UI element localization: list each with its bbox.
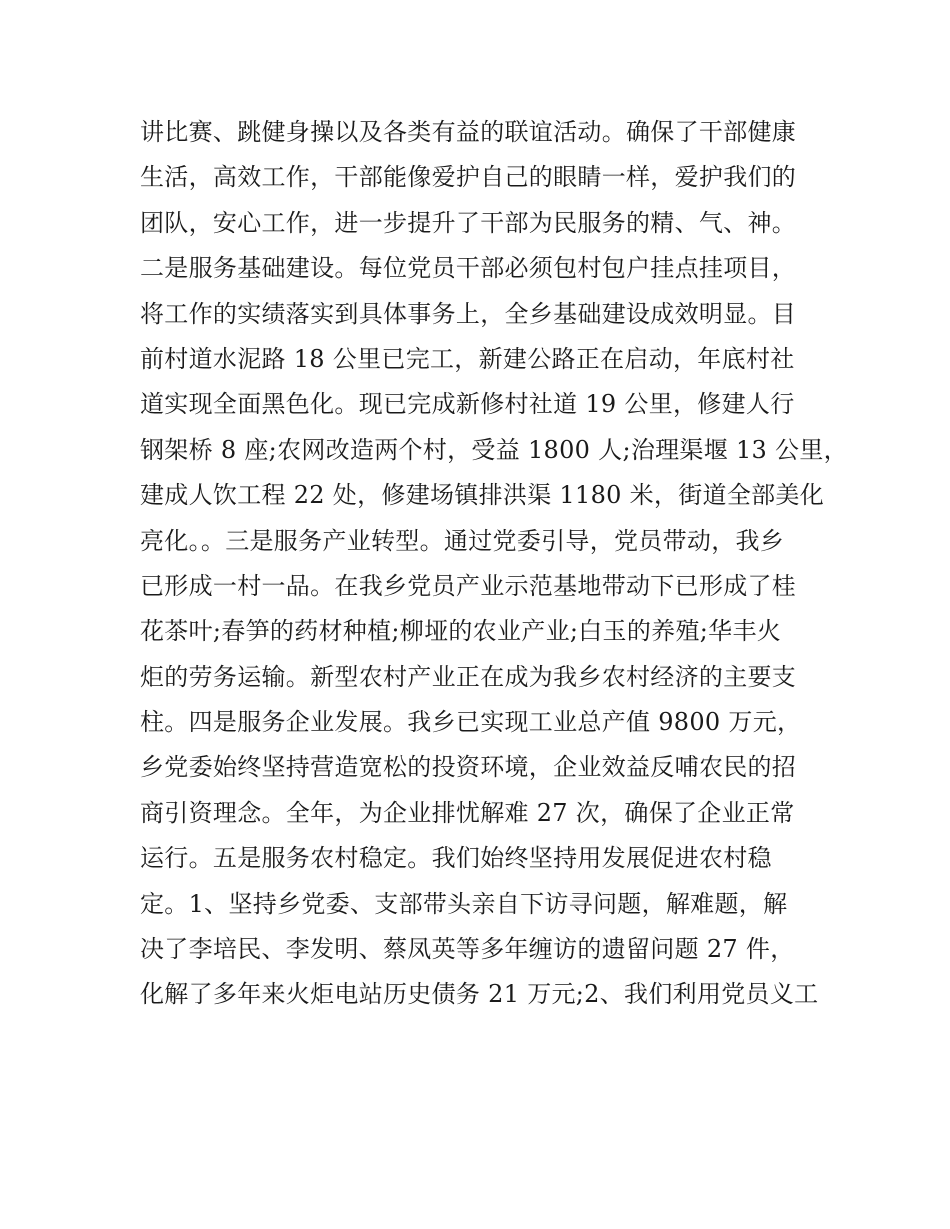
text-line: 已形成一村一品。在我乡党员产业示范基地带动下已形成了桂 — [140, 571, 797, 600]
text-line: 二是服务基础建设。每位党员干部必须包村包户挂点挂项目， — [140, 254, 797, 283]
text-line: 团队，安心工作，进一步提升了干部为民服务的精、气、神。 — [140, 208, 797, 237]
text-line: 前村道水泥路 18 公里已完工，新建公路正在启动，年底村社 — [140, 344, 795, 373]
text-line: 定。1、坚持乡党委、支部带头亲自下访寻问题，解难题，解 — [140, 889, 788, 918]
text-line: 道实现全面黑色化。现已完成新修村社道 19 公里，修建人行 — [140, 390, 795, 419]
text-line: 决了李培民、李发明、蔡凤英等多年缠访的遗留问题 27 件， — [140, 935, 795, 964]
body-text — [140, 110, 848, 1018]
text-line: 建成人饮工程 22 处，修建场镇排洪渠 1180 米，街道全部美化 — [140, 481, 825, 510]
text-line: 化解了多年来火炬电站历史债务 21 万元;2、我们利用党员义工 — [140, 980, 819, 1009]
text-line: 讲比赛、跳健身操以及各类有益的联谊活动。确保了干部健康 — [140, 118, 797, 146]
text-line: 将工作的实绩落实到具体事务上，全乡基础建设成效明显。目 — [140, 299, 797, 328]
text-line: 亮化。。三是服务产业转型。通过党委引导，党员带动，我乡 — [140, 526, 785, 555]
text-line: 乡党委始终坚持营造宽松的投资环境，企业效益反哺农民的招 — [140, 753, 797, 782]
text-line: 钢架桥 8 座;农网改造两个村，受益 1800 人;治理渠堰 13 公里， — [140, 435, 848, 464]
text-line: 柱。四是服务企业发展。我乡已实现工业总产值 9800 万元， — [140, 708, 802, 737]
text-line: 运行。五是服务农村稳定。我们始终坚持用发展促进农村稳 — [140, 844, 772, 873]
text-line: 炬的劳务运输。新型农村产业正在成为我乡农村经济的主要支 — [140, 662, 797, 691]
text-line: 生活，高效工作，干部能像爱护自己的眼睛一样，爱护我们的 — [140, 163, 797, 192]
text-line: 商引资理念。全年，为企业排忧解难 27 次，确保了企业正常 — [140, 798, 795, 827]
text-line: 花茶叶;春笋的药材种植;柳垭的农业产业;白玉的养殖;华丰火 — [140, 617, 782, 646]
